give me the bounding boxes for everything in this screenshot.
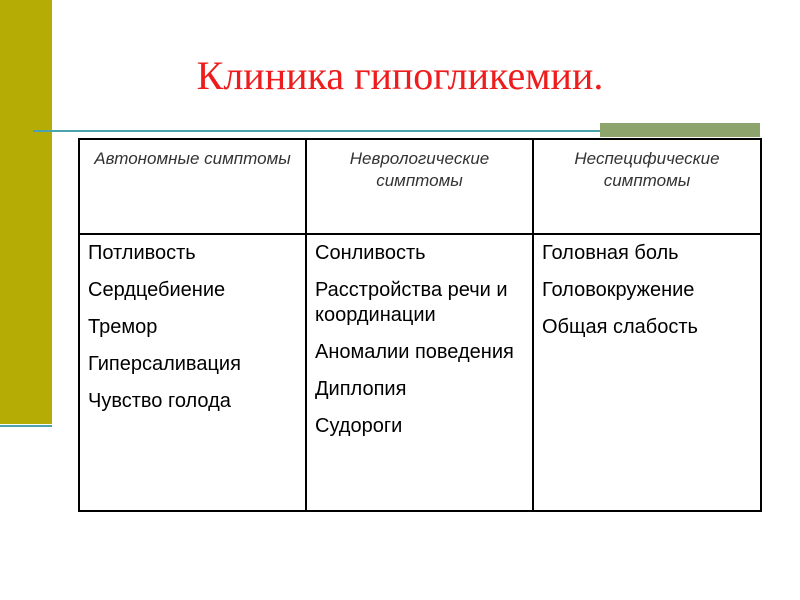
cell-nonspecific	[533, 234, 761, 511]
corner-decoration	[600, 123, 760, 137]
list-item: Расстройства речи и координации	[315, 279, 508, 326]
list-item: Головная боль	[542, 242, 679, 264]
table-header-row	[79, 139, 761, 234]
neurological-symptom-list	[315, 241, 524, 439]
list-item: Чувство голода	[88, 390, 231, 412]
header-neurological: Неврологические симптомы	[306, 139, 533, 234]
slide-title: Клиника гипогликемии.	[196, 53, 604, 98]
header-autonomic: Автономные симптомы	[79, 139, 306, 234]
symptoms-table	[78, 138, 762, 512]
nonspecific-symptom-list	[542, 241, 752, 340]
cell-neurological	[306, 234, 533, 511]
list-item: Судороги	[315, 415, 403, 437]
header-nonspecific: Неспецифические симптомы	[533, 139, 761, 234]
list-item: Сонливость	[315, 242, 426, 264]
list-item: Потливость	[88, 242, 196, 264]
list-item: Общая слабость	[542, 316, 698, 338]
cell-autonomic	[79, 234, 306, 511]
list-item: Головокружение	[542, 279, 695, 301]
list-item: Диплопия	[315, 378, 407, 400]
autonomic-symptom-list	[88, 241, 297, 414]
list-item: Сердцебиение	[88, 279, 226, 301]
accent-bar-underline	[0, 425, 52, 427]
list-item: Аномалии поведения	[315, 341, 514, 363]
list-item: Тремор	[88, 316, 158, 338]
list-item: Гиперсаливация	[88, 353, 241, 375]
table-row	[79, 234, 761, 511]
